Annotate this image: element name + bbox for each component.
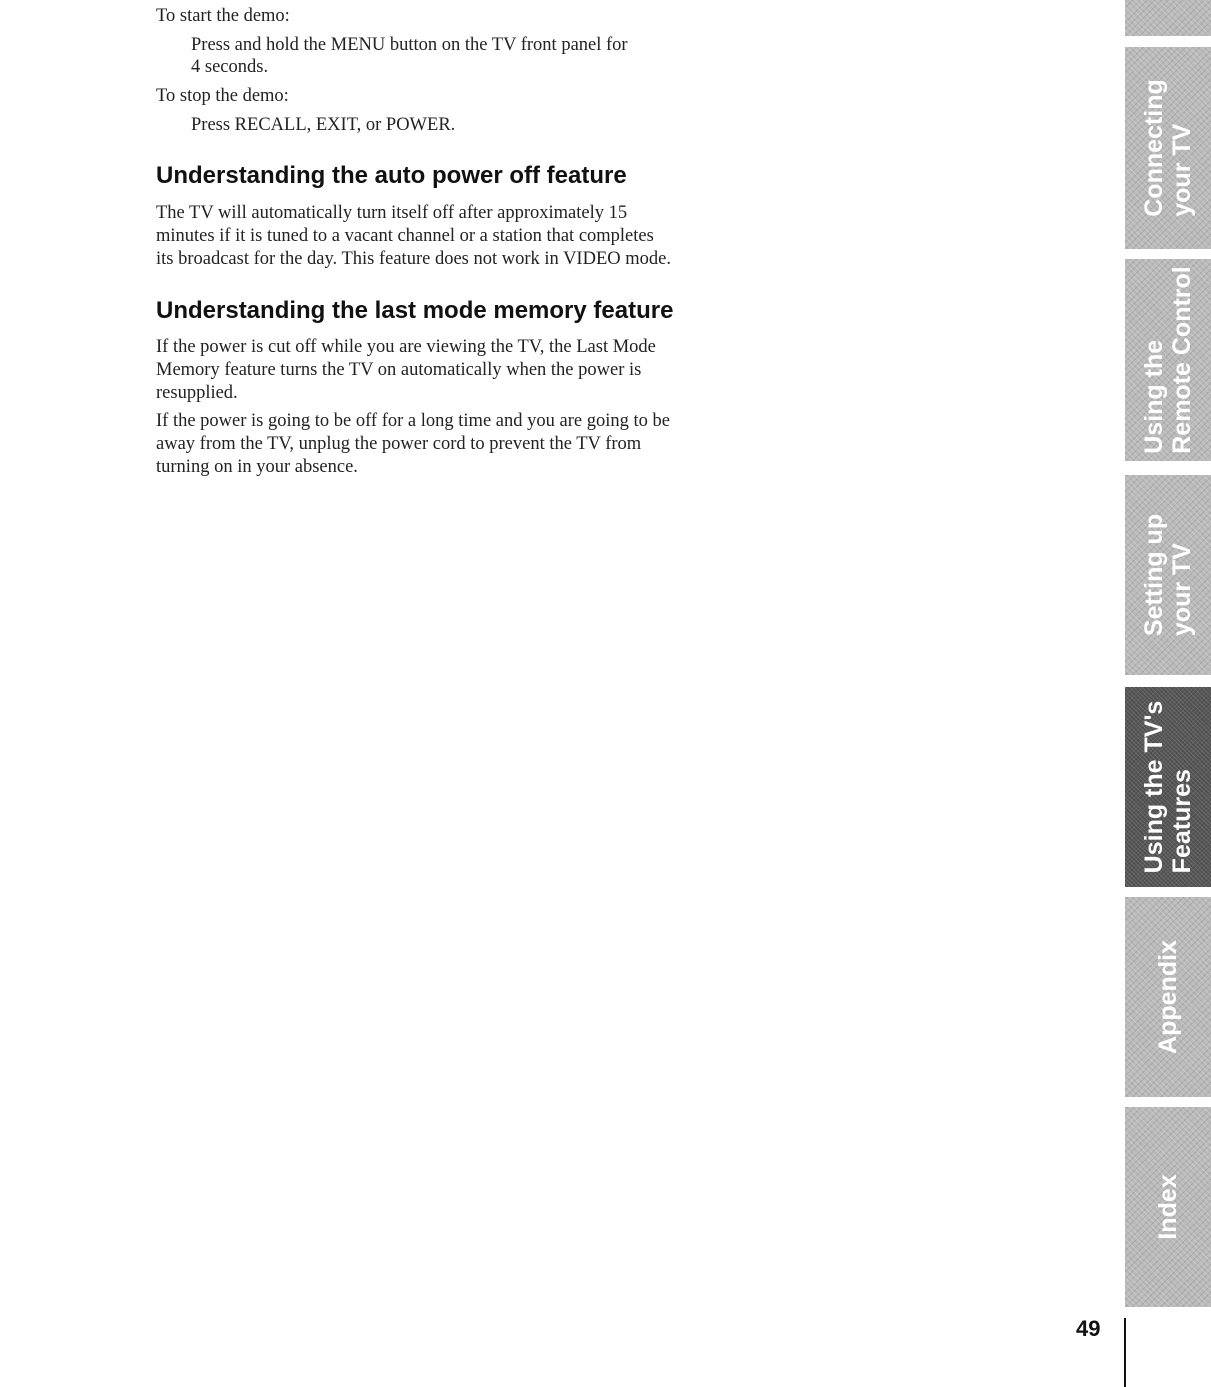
text-line: away from the TV, unplug the power cord to prevent the TV from <box>156 434 642 454</box>
tab-using-the-remote-control[interactable] <box>1125 259 1211 461</box>
text-line: If the power is cut off while you are viewing the TV, the Last Mode <box>156 337 656 357</box>
tab-label: Appendix <box>1154 940 1182 1054</box>
tab-label: Using the Remote Control <box>1140 266 1196 454</box>
last-mode-heading: Understanding the last mode memory feature <box>156 297 674 324</box>
text-line: minutes if it is tuned to a vacant channel or a station that completes <box>156 226 654 246</box>
auto-power-off-paragraph <box>156 202 756 271</box>
start-demo-step-line2: 4 seconds. <box>191 57 269 77</box>
tab-connecting-your-tv[interactable] <box>1125 47 1211 249</box>
text-line: If the power is going to be off for a long time and you are going to be <box>156 411 670 431</box>
tab-setting-up-your-tv[interactable] <box>1125 475 1211 675</box>
tab-index[interactable] <box>1125 1107 1211 1307</box>
tab-top-strip <box>1125 0 1211 36</box>
text-line: Memory feature turns the TV on automatically when the power is <box>156 360 642 380</box>
last-mode-paragraph-1 <box>156 336 756 405</box>
tab-label: Connecting your TV <box>1140 79 1196 217</box>
page-number-rule <box>1124 1318 1126 1387</box>
start-demo-label: To start the demo: <box>156 6 290 26</box>
last-mode-paragraph-2 <box>156 410 756 479</box>
start-demo-step-line1: Press and hold the MENU button on the TV front panel for <box>191 35 628 55</box>
stop-demo-label: To stop the demo: <box>156 86 289 106</box>
text-line: The TV will automatically turn itself off after approximately 15 <box>156 203 628 223</box>
tab-using-the-tvs-features[interactable] <box>1125 687 1211 887</box>
auto-power-off-heading: Understanding the auto power off feature <box>156 162 627 189</box>
tab-label: Index <box>1154 1174 1182 1240</box>
stop-demo-step: Press RECALL, EXIT, or POWER. <box>191 115 456 135</box>
tab-appendix[interactable] <box>1125 897 1211 1097</box>
text-line: its broadcast for the day. This feature does not work in VIDEO mode. <box>156 249 671 269</box>
tab-label: Setting up your TV <box>1140 513 1196 637</box>
page-number: 49 <box>1076 1316 1101 1341</box>
tab-label: Using the TV's Features <box>1140 700 1196 874</box>
text-line: turning on in your absence. <box>156 457 358 477</box>
text-line: resupplied. <box>156 383 238 403</box>
